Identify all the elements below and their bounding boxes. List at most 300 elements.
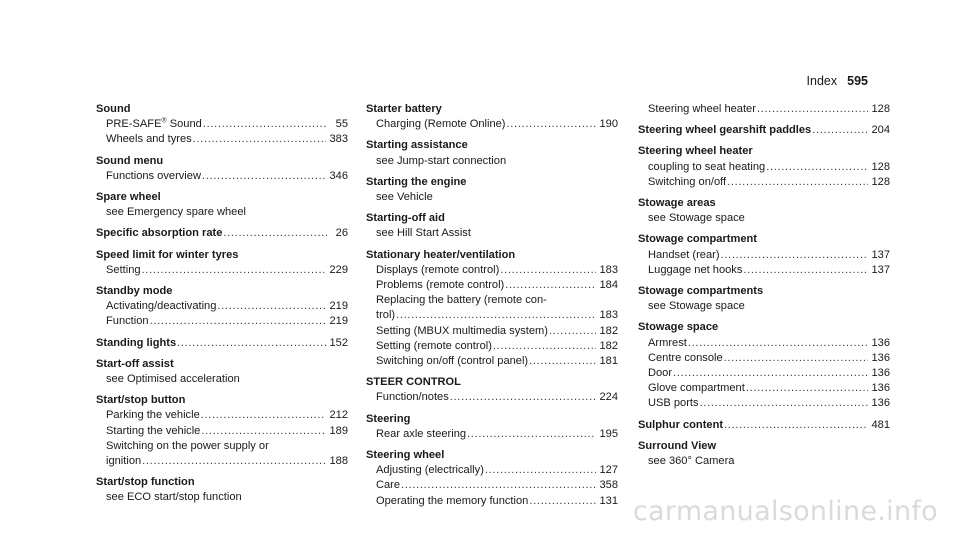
- entry-text: [106, 263, 141, 278]
- leader-dots: [217, 299, 326, 314]
- page-reference[interactable]: 152: [329, 336, 348, 349]
- index-subterm[interactable]: [638, 336, 890, 351]
- entry-text: [106, 424, 200, 439]
- entry-label: Sulphur content: [638, 418, 724, 431]
- leader-dots: [688, 336, 869, 351]
- entry-label: Sound: [96, 103, 131, 115]
- entry-text: [638, 439, 716, 454]
- entry-text: [366, 412, 410, 427]
- index-term[interactable]: [96, 226, 348, 241]
- entry-text: [648, 366, 672, 381]
- entry-label: Problems (remote control): [376, 279, 505, 292]
- entry-label: Adjusting (electrically): [376, 464, 484, 477]
- leader-dots: [401, 478, 596, 493]
- index-term: [366, 102, 618, 117]
- index-term: [96, 475, 348, 490]
- entry-text: [648, 381, 745, 396]
- entry-text: [96, 190, 161, 205]
- entry-label: Switching on the power supply or: [106, 439, 269, 452]
- entry-text: [638, 144, 753, 159]
- entry-text: [106, 205, 246, 220]
- entry-label: Steering wheel gearshift paddles: [638, 124, 812, 137]
- entry-label: see Hill Start Assist: [376, 227, 471, 240]
- index-term: [96, 357, 348, 372]
- entry-label: Stationary heater/ventilation: [366, 248, 516, 261]
- entry-label: Setting (MBUX multimedia system): [376, 324, 548, 337]
- index-subterm[interactable]: [96, 132, 348, 147]
- index-entry: [96, 284, 348, 330]
- index-subterm: [366, 154, 618, 169]
- page-reference[interactable]: 195: [599, 427, 618, 440]
- index-subterm[interactable]: [366, 339, 618, 354]
- leader-dots: [700, 396, 869, 411]
- page-reference[interactable]: 136: [871, 336, 890, 349]
- page-reference[interactable]: 182: [599, 339, 618, 352]
- leader-dots: [757, 102, 869, 117]
- page-reference[interactable]: 137: [871, 263, 890, 276]
- entry-text: [96, 393, 185, 408]
- entry-label: see ECO start/stop function: [106, 491, 242, 504]
- page-reference[interactable]: 181: [599, 355, 618, 368]
- index-subterm: [96, 439, 348, 454]
- entry-label: Standby mode: [96, 285, 173, 298]
- index-entry: [638, 102, 890, 117]
- index-entry: [366, 138, 618, 168]
- leader-dots: [493, 339, 597, 354]
- index-subterm: [366, 293, 618, 308]
- entry-label: Switching on/off: [648, 175, 727, 188]
- entry-text: [106, 454, 141, 469]
- leader-dots: [223, 226, 327, 241]
- entry-label: see Stowage space: [648, 212, 745, 225]
- entry-text: [638, 123, 811, 138]
- leader-dots: [727, 175, 868, 190]
- entry-label: Starting the vehicle: [106, 424, 201, 437]
- entry-text: [366, 138, 468, 153]
- entry-label: Start/stop function: [96, 476, 195, 489]
- entry-text: [106, 408, 200, 423]
- index-term: [366, 248, 618, 263]
- entry-label: Door: [648, 367, 673, 380]
- entry-label: see Stowage space: [648, 300, 745, 313]
- page-reference[interactable]: 136: [871, 367, 890, 380]
- page-reference[interactable]: 219: [329, 300, 348, 313]
- index-entry: [638, 232, 890, 278]
- entry-text: [366, 102, 442, 117]
- entry-label: see Vehicle: [376, 191, 433, 204]
- entry-text: [376, 190, 433, 205]
- entry-text: [648, 102, 756, 117]
- index-entry: [96, 393, 348, 469]
- leader-dots: [150, 314, 327, 329]
- index-entry: [366, 211, 618, 241]
- leader-dots: [177, 336, 326, 351]
- index-entry: [638, 284, 890, 314]
- page-reference[interactable]: 136: [871, 382, 890, 395]
- registered-mark: ®: [161, 117, 167, 125]
- entry-text: [376, 308, 395, 323]
- index-term[interactable]: [638, 123, 890, 138]
- entry-text: [376, 354, 528, 369]
- page-reference[interactable]: 136: [871, 351, 890, 364]
- index-entry: [366, 375, 618, 405]
- entry-text: [96, 102, 131, 117]
- entry-label: Stowage space: [638, 321, 719, 334]
- index-term: [638, 232, 890, 247]
- entry-text: [648, 248, 720, 263]
- entry-text: [638, 284, 763, 299]
- index-subterm[interactable]: [96, 299, 348, 314]
- entry-text: [376, 427, 466, 442]
- entry-label: Function: [106, 315, 149, 328]
- entry-text: [366, 248, 515, 263]
- index-subterm[interactable]: [366, 390, 618, 405]
- index-subterm[interactable]: [366, 478, 618, 493]
- index-subterm[interactable]: [96, 408, 348, 423]
- index-subterm: [366, 226, 618, 241]
- index-entry: [638, 320, 890, 411]
- index-subterm[interactable]: [366, 354, 618, 369]
- page-reference[interactable]: 224: [599, 391, 618, 404]
- index-subterm: [96, 205, 348, 220]
- entry-label: Stowage areas: [638, 197, 716, 210]
- entry-text: [96, 336, 176, 351]
- index-subterm[interactable]: [638, 396, 890, 411]
- entry-label: Rear axle steering: [376, 427, 467, 440]
- entry-label: trol): [376, 309, 396, 322]
- page-reference[interactable]: 481: [871, 418, 890, 431]
- entry-label: Wheels and tyres: [106, 133, 192, 146]
- entry-text: [648, 299, 745, 314]
- entry-label: USB ports: [648, 397, 699, 410]
- leader-dots: [505, 278, 596, 293]
- leader-dots: [450, 390, 597, 405]
- index-entry: [96, 154, 348, 184]
- index-subterm: [638, 299, 890, 314]
- index-subterm[interactable]: [96, 169, 348, 184]
- entry-text: [376, 154, 506, 169]
- entry-label: Steering: [366, 412, 411, 425]
- entry-label: Setting (remote control): [376, 339, 492, 352]
- index-term: [366, 175, 618, 190]
- index-subterm[interactable]: [638, 248, 890, 263]
- entry-label: see Emergency spare wheel: [106, 206, 246, 219]
- entry-text: [648, 351, 723, 366]
- leader-dots: [485, 463, 597, 478]
- entry-text: [648, 336, 687, 351]
- page-reference[interactable]: 229: [329, 263, 348, 276]
- index-entry: [638, 123, 890, 138]
- leader-dots: [724, 351, 869, 366]
- entry-text: [106, 132, 192, 147]
- watermark: carmanualsonline.info: [632, 496, 938, 527]
- entry-label: Speed limit for winter tyres: [96, 248, 239, 261]
- page-reference[interactable]: 183: [599, 309, 618, 322]
- index-term: [366, 412, 618, 427]
- index-column-1: [96, 102, 348, 512]
- leader-dots: [529, 354, 596, 369]
- page-reference[interactable]: 204: [871, 124, 890, 137]
- page-reference[interactable]: 189: [329, 424, 348, 437]
- entry-text: [648, 160, 765, 175]
- index-term: [638, 144, 890, 159]
- index-entry: [366, 175, 618, 205]
- entry-text: [366, 211, 445, 226]
- index-term[interactable]: [638, 418, 890, 433]
- entry-label: Replacing the battery (remote con-: [376, 294, 547, 307]
- leader-dots: [202, 169, 327, 184]
- leader-dots: [812, 123, 868, 138]
- index-term: [366, 375, 618, 390]
- index-entry: [638, 439, 890, 469]
- index-term: [96, 102, 348, 117]
- entry-text: [96, 357, 174, 372]
- index-entry: [638, 196, 890, 226]
- entry-text: [376, 117, 506, 132]
- entry-label: Sound menu: [96, 154, 164, 167]
- entry-label: Standing lights: [96, 336, 177, 349]
- page-reference[interactable]: 136: [871, 397, 890, 410]
- entry-label: Stowage compartment: [638, 233, 757, 246]
- entry-text: [106, 169, 201, 184]
- entry-text: [96, 154, 163, 169]
- index-entry: [96, 226, 348, 241]
- index-term: [96, 190, 348, 205]
- entry-text: [376, 478, 400, 493]
- index-entry: [96, 190, 348, 220]
- leader-dots: [724, 418, 868, 433]
- entry-text: [648, 211, 745, 226]
- leader-dots: [673, 366, 868, 381]
- entry-label: STEER CONTROL: [366, 376, 461, 389]
- index-entry: [638, 144, 890, 190]
- entry-text: [648, 454, 734, 469]
- leader-dots: [549, 324, 596, 339]
- index-term: [366, 211, 618, 226]
- index-subterm[interactable]: [366, 117, 618, 132]
- entry-text: [376, 339, 492, 354]
- entry-label: ignition: [106, 455, 142, 468]
- page-reference[interactable]: 346: [329, 169, 348, 182]
- entry-label: Parking the vehicle: [106, 409, 200, 422]
- entry-label: Steering wheel heater: [638, 145, 753, 158]
- entry-text: [376, 390, 449, 405]
- index-term[interactable]: [96, 336, 348, 351]
- index-subterm: [638, 454, 890, 469]
- entry-label: see Jump-start connection: [376, 154, 507, 167]
- leader-dots: [201, 424, 326, 439]
- page-reference[interactable]: 26: [335, 227, 348, 240]
- page-reference[interactable]: 183: [599, 263, 618, 276]
- entry-text: [376, 324, 548, 339]
- entry-label: Handset (rear): [648, 248, 720, 261]
- page-reference[interactable]: 131: [599, 494, 618, 507]
- index-term: [366, 448, 618, 463]
- page-reference[interactable]: 212: [329, 409, 348, 422]
- index-subterm[interactable]: [638, 351, 890, 366]
- entry-text: [376, 226, 471, 241]
- entry-text: [376, 494, 528, 509]
- index-entry: [96, 336, 348, 351]
- entry-text: [376, 278, 504, 293]
- entry-text: [366, 375, 461, 390]
- leader-dots: [529, 494, 596, 509]
- entry-text: [366, 448, 444, 463]
- leader-dots: [193, 132, 327, 147]
- entry-text: [106, 490, 242, 505]
- entry-label: Armrest: [648, 336, 687, 349]
- index-subterm: [366, 190, 618, 205]
- entry-text: [106, 439, 269, 454]
- index-subterm[interactable]: [366, 494, 618, 509]
- entry-label: see 360° Camera: [648, 455, 735, 468]
- leader-dots: [500, 263, 596, 278]
- entry-text: [638, 320, 718, 335]
- index-entry: [366, 448, 618, 509]
- entry-label: Function/notes: [376, 391, 449, 404]
- entry-text: [638, 418, 723, 433]
- entry-label: Care: [376, 479, 401, 492]
- index-subterm: [96, 490, 348, 505]
- index-entry: [96, 357, 348, 387]
- entry-label: Spare wheel: [96, 191, 161, 204]
- leader-dots: [467, 427, 596, 442]
- page-reference[interactable]: 219: [329, 315, 348, 328]
- entry-label: see Optimised acceleration: [106, 373, 240, 386]
- entry-label: coupling to seat heating: [648, 160, 766, 173]
- entry-label: Functions overview: [106, 169, 201, 182]
- page-reference[interactable]: 128: [871, 160, 890, 173]
- entry-label: Operating the memory function: [376, 494, 529, 507]
- index-subterm[interactable]: [366, 463, 618, 478]
- entry-label: Starting-off aid: [366, 212, 445, 225]
- entry-text: [106, 117, 202, 132]
- page-reference[interactable]: 128: [871, 175, 890, 188]
- entry-text: [96, 475, 195, 490]
- entry-label: Surround View: [638, 439, 717, 452]
- index-subterm[interactable]: [638, 175, 890, 190]
- index-subterm: [96, 372, 348, 387]
- entry-text: [648, 175, 726, 190]
- leader-dots: [721, 248, 869, 263]
- leader-dots: [142, 263, 327, 278]
- index-term: [638, 439, 890, 454]
- entry-label: Centre console: [648, 351, 723, 364]
- page-reference[interactable]: 184: [599, 279, 618, 292]
- entry-text: [648, 263, 742, 278]
- entry-label: Switching on/off (control panel): [376, 355, 529, 368]
- page-reference[interactable]: 358: [599, 479, 618, 492]
- leader-dots: [766, 160, 868, 175]
- index-subterm[interactable]: [96, 314, 348, 329]
- page-header: [807, 74, 868, 88]
- index-subterm[interactable]: [638, 381, 890, 396]
- index-term: [366, 138, 618, 153]
- index-subterm: [638, 211, 890, 226]
- leader-dots: [507, 117, 597, 132]
- page-reference[interactable]: 383: [329, 133, 348, 146]
- index-subterm[interactable]: [96, 424, 348, 439]
- index-term: [638, 320, 890, 335]
- index-entry: [96, 248, 348, 278]
- page-reference[interactable]: 137: [871, 248, 890, 261]
- leader-dots: [743, 263, 868, 278]
- index-entry: [96, 102, 348, 148]
- page-reference[interactable]: 188: [329, 455, 348, 468]
- entry-text: [96, 226, 222, 241]
- page-reference[interactable]: 127: [599, 464, 618, 477]
- entry-label: Setting: [106, 263, 141, 276]
- page-reference[interactable]: 182: [599, 324, 618, 337]
- entry-label-suffix: Sound: [166, 118, 202, 131]
- entry-text: [638, 196, 716, 211]
- index-entry: [366, 102, 618, 132]
- entry-label: Displays (remote control): [376, 263, 500, 276]
- index-subterm[interactable]: [96, 117, 348, 132]
- entry-text: [376, 463, 484, 478]
- index-term: [96, 154, 348, 169]
- leader-dots: [203, 117, 327, 132]
- leader-dots: [396, 308, 596, 323]
- index-subterm[interactable]: [366, 308, 618, 323]
- entry-text: [648, 396, 699, 411]
- index-term: [96, 248, 348, 263]
- entry-label: Charging (Remote Online): [376, 118, 506, 131]
- index-entry: [96, 475, 348, 505]
- index-subterm[interactable]: [366, 278, 618, 293]
- entry-label: Luggage net hooks: [648, 263, 743, 276]
- entry-label: Steering wheel: [366, 449, 445, 462]
- entry-text: [96, 248, 238, 263]
- entry-text: [106, 299, 216, 314]
- entry-text: [376, 263, 499, 278]
- index-subterm[interactable]: [638, 102, 890, 117]
- page-reference[interactable]: 128: [871, 103, 890, 115]
- index-subterm[interactable]: [638, 160, 890, 175]
- entry-text: [638, 232, 757, 247]
- entry-text: [106, 372, 240, 387]
- entry-text: [376, 293, 547, 308]
- index-term: [96, 393, 348, 408]
- index-entry: [366, 412, 618, 442]
- entry-label: Start/stop button: [96, 394, 186, 407]
- index-column-2: [366, 102, 618, 515]
- index-column-3: [638, 102, 890, 475]
- index-subterm[interactable]: [638, 366, 890, 381]
- entry-label: PRE-SAFE: [106, 118, 162, 131]
- page-reference[interactable]: 190: [599, 118, 618, 131]
- entry-label: Starting assistance: [366, 139, 468, 152]
- page-reference[interactable]: 55: [335, 118, 348, 131]
- entry-label: Specific absorption rate: [96, 227, 223, 240]
- leader-dots: [201, 408, 327, 423]
- entry-label: Steering wheel heater: [648, 103, 756, 115]
- index-subterm[interactable]: [638, 263, 890, 278]
- index-term: [96, 284, 348, 299]
- entry-label: Glove compartment: [648, 382, 745, 395]
- entry-label: Activating/deactivating: [106, 300, 217, 313]
- index-subterm[interactable]: [366, 263, 618, 278]
- index-subterm[interactable]: [366, 427, 618, 442]
- page-number: 595: [847, 74, 868, 88]
- entry-label: Starter battery: [366, 103, 442, 115]
- leader-dots: [746, 381, 869, 396]
- index-subterm[interactable]: [96, 263, 348, 278]
- index-subterm[interactable]: [96, 454, 348, 469]
- index-subterm[interactable]: [366, 324, 618, 339]
- section-title: Index: [806, 74, 838, 88]
- index-term: [638, 284, 890, 299]
